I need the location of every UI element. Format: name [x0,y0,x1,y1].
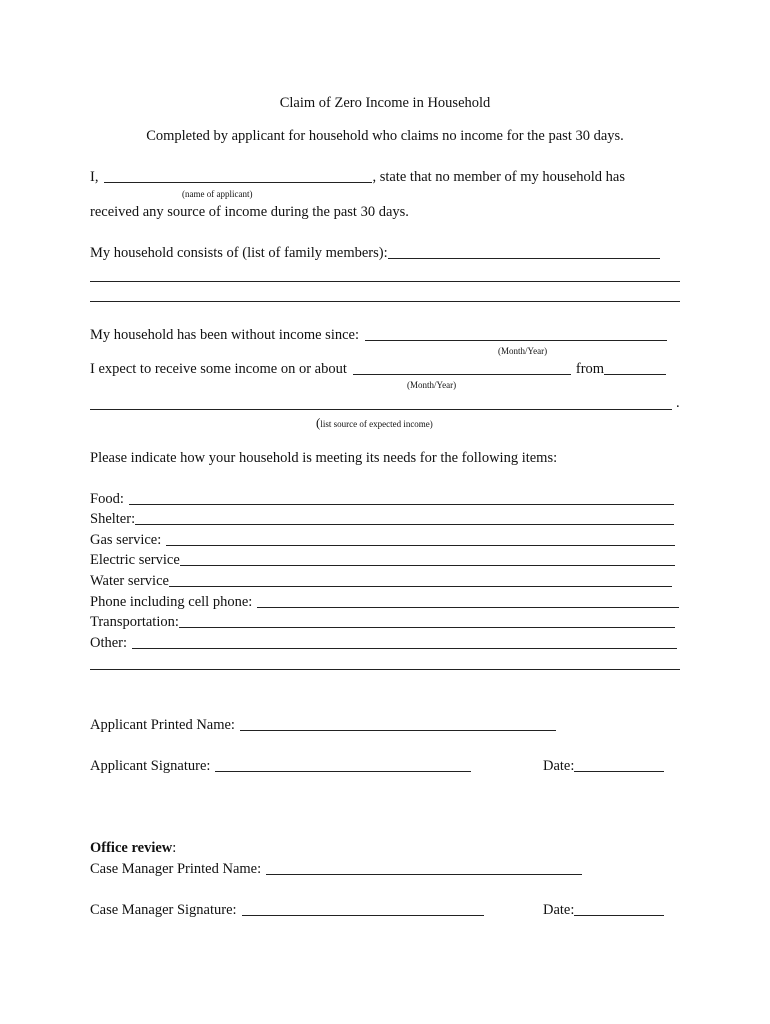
need-field-food[interactable] [129,490,674,505]
need-label-gas: Gas service: [90,532,162,548]
case-manager-signature-field[interactable] [242,901,484,916]
case-manager-date-row [543,901,664,919]
need-field-other[interactable] [132,634,677,649]
case-manager-name-label: Case Manager Printed Name: [90,861,262,877]
expected-income-source-hint: list source of expected income) [320,419,433,429]
office-review-heading [90,839,176,857]
applicant-printed-name-row [90,716,556,734]
expect-income-label: I expect to receive some income on or about [90,361,347,377]
without-income-row [90,326,667,344]
statement-continuation: received any source of income during the past 30 days. [90,204,409,220]
need-field-shelter[interactable] [135,510,674,525]
applicant-printed-name-label: Applicant Printed Name: [90,717,235,733]
case-manager-name-field[interactable] [266,860,582,875]
statement-prefix: I, [90,169,99,185]
household-members-line-3[interactable] [90,301,680,302]
need-field-other-line-2[interactable] [90,669,680,670]
need-row-electric [90,551,675,569]
need-label-shelter: Shelter: [90,511,136,527]
need-label-food: Food: [90,491,124,507]
need-field-water[interactable] [169,572,672,587]
expect-income-from-label: from [575,361,605,377]
household-members-row [90,244,660,262]
office-review-title: Office review [90,840,173,856]
expected-income-source-hint-row [316,414,433,432]
need-row-other [90,634,677,652]
need-label-transportation: Transportation: [90,614,179,630]
need-row-food [90,490,674,508]
household-members-label: My household consists of (list of family members): [90,245,388,261]
applicant-signature-row [90,757,471,775]
office-review-colon: : [172,840,177,856]
need-label-phone: Phone including cell phone: [90,594,253,610]
case-manager-signature-row [90,901,484,919]
case-manager-name-row [90,860,582,878]
applicant-signature-field[interactable] [215,757,471,772]
without-income-label: My household has been without income since: [90,327,360,343]
household-members-field[interactable] [388,244,660,259]
without-income-hint: (Month/Year) [498,346,548,356]
applicant-date-field[interactable] [574,757,664,772]
expect-income-date-field[interactable] [353,360,571,375]
form-title: Claim of Zero Income in Household [279,95,491,111]
case-manager-date-label: Date: [543,902,575,918]
without-income-since-field[interactable] [365,326,667,341]
need-row-phone [90,593,679,611]
applicant-name-field[interactable] [104,168,372,183]
expect-income-date-hint: (Month/Year) [407,380,457,390]
form-subtitle: Completed by applicant for household who claims no income for the past 30 days. [146,128,624,144]
applicant-date-row [543,757,664,775]
applicant-date-label: Date: [543,758,575,774]
need-row-gas [90,531,675,549]
need-label-other: Other: [90,635,128,651]
need-field-phone[interactable] [257,593,679,608]
need-field-electric[interactable] [180,551,675,566]
applicant-signature-label: Applicant Signature: [90,758,211,774]
need-row-water [90,572,672,590]
statement-line [90,168,625,186]
applicant-printed-name-field[interactable] [240,716,556,731]
expect-income-from-field[interactable] [604,360,666,375]
need-label-electric: Electric service [90,552,180,568]
need-row-shelter [90,510,674,528]
need-label-water: Water service [90,573,169,589]
statement-suffix: , state that no member of my household has [372,169,625,185]
applicant-name-hint: (name of applicant) [182,189,253,199]
case-manager-signature-label: Case Manager Signature: [90,902,237,918]
household-members-line-2[interactable] [90,281,680,282]
needs-prompt: Please indicate how your household is meeting its needs for the following items: [90,450,558,466]
need-field-gas[interactable] [166,531,675,546]
expected-income-source-period: . [676,395,680,411]
case-manager-date-field[interactable] [574,901,664,916]
need-field-transportation[interactable] [179,613,675,628]
expected-income-source-field[interactable] [90,409,672,410]
expect-income-row [90,360,666,378]
need-row-transportation [90,613,675,631]
expected-income-source-paren: ( [316,415,321,430]
